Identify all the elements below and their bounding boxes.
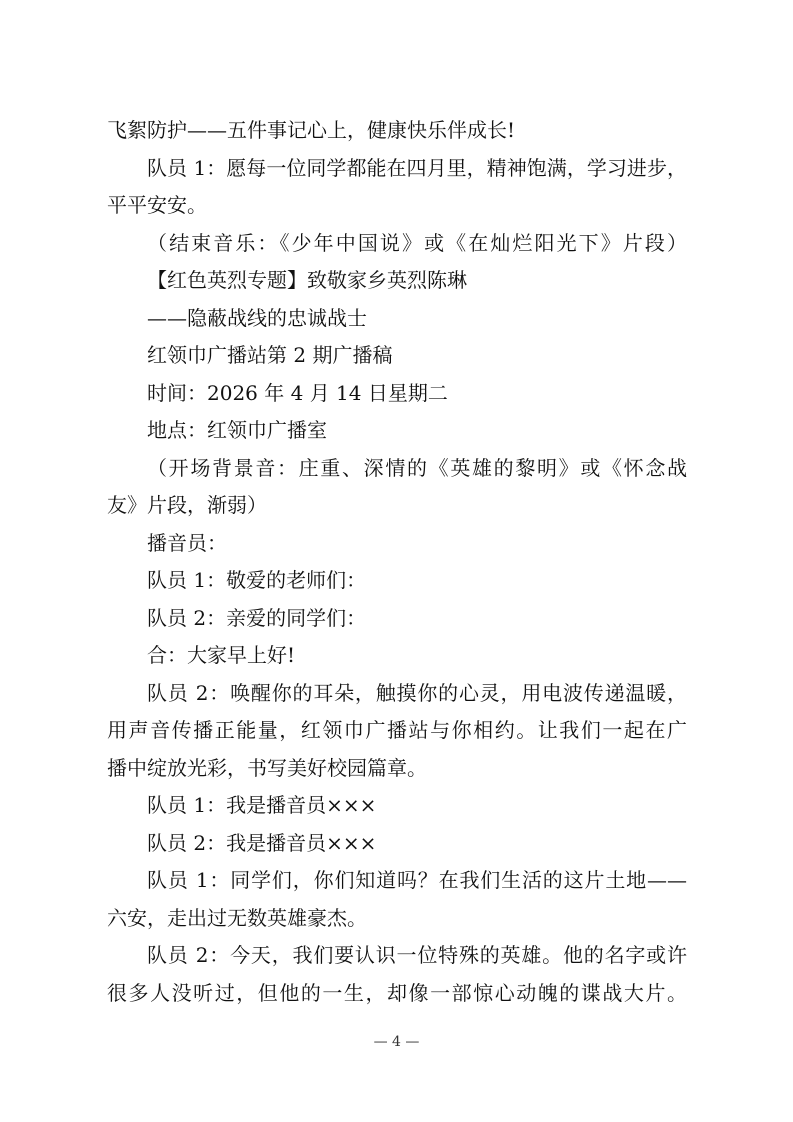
section-subheading: ——隐蔽战线的忠诚战士 [147, 305, 367, 330]
text-line: 队员 1：敬爱的老师们： [147, 568, 367, 592]
broadcast-location: 地点：红领巾广播室 [147, 418, 327, 442]
document-body [107, 112, 687, 1012]
text-line: 队员 1：同学们，你们知道吗？在我们生活的这片土地—— [147, 868, 687, 892]
text-line: 很多人没听过，但他的一生，却像一部惊心动魄的谍战大片。 [107, 980, 687, 1005]
text-line: 六安，走出过无数英雄豪杰。 [107, 905, 367, 930]
text-line: 队员 2：唤醒你的耳朵，触摸你的心灵，用电波传递温暖， [147, 680, 687, 705]
text-line: 友》片段，渐弱） [107, 493, 267, 517]
text-line: 用声音传播正能量，红领巾广播站与你相约。让我们一起在广 [107, 718, 687, 742]
stage-direction: （开场背景音：庄重、深情的《英雄的黎明》或《怀念战 [147, 455, 687, 480]
text-line: 播音员： [147, 530, 227, 555]
broadcast-title: 红领巾广播站第 2 期广播稿 [147, 343, 393, 367]
text-line: 队员 1：我是播音员××× [147, 793, 377, 817]
broadcast-time: 时间：2026 年 4 月 14 日星期二 [147, 380, 448, 405]
text-line: 平平安安。 [107, 193, 207, 217]
stage-direction: （结束音乐：《少年中国说》或《在灿烂阳光下》片段） [147, 230, 687, 255]
text-line: 队员 1：愿每一位同学都能在四月里，精神饱满，学习进步， [147, 155, 687, 180]
text-line: 队员 2：今天，我们要认识一位特殊的英雄。他的名字或许 [147, 943, 687, 967]
page-number: — 4 — [373, 1034, 420, 1050]
section-heading: 【红色英烈专题】致敬家乡英烈陈琳 [147, 268, 467, 292]
text-line: 合：大家早上好! [147, 643, 296, 667]
text-line: 队员 2：亲爱的同学们： [147, 605, 367, 630]
text-line: 播中绽放光彩，书写美好校园篇章。 [107, 755, 427, 780]
text-line: 飞絮防护——五件事记心上，健康快乐伴成长! [107, 118, 516, 142]
text-line: 队员 2：我是播音员××× [147, 830, 377, 855]
